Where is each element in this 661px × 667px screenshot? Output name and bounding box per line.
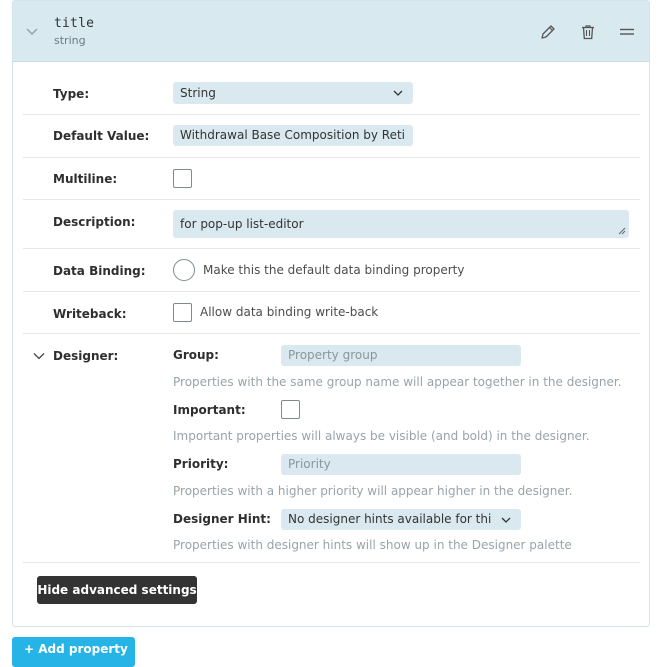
data-binding-label: Data Binding: bbox=[53, 264, 146, 278]
type-row bbox=[23, 73, 640, 115]
hide-advanced-settings-button[interactable]: Hide advanced settings bbox=[37, 576, 197, 604]
chevron-down-icon[interactable] bbox=[25, 25, 39, 39]
property-card bbox=[12, 0, 650, 627]
designer-hint-value: No designer hints available for thi bbox=[288, 512, 492, 526]
data-binding-option-text: Make this the default data binding property bbox=[203, 263, 465, 277]
writeback-label: Writeback: bbox=[53, 307, 127, 321]
trash-icon[interactable] bbox=[579, 23, 597, 41]
data-binding-radio[interactable] bbox=[173, 259, 195, 281]
group-label: Group: bbox=[173, 348, 219, 362]
multiline-row bbox=[23, 158, 640, 200]
default-value-input[interactable]: Withdrawal Base Composition by Reti bbox=[173, 125, 413, 146]
designer-hint-help-text: Properties with designer hints will show up in the Designer palette bbox=[173, 538, 572, 552]
multiline-label: Multiline: bbox=[53, 172, 118, 186]
priority-label: Priority: bbox=[173, 457, 229, 471]
chevron-down-icon[interactable] bbox=[33, 350, 45, 362]
writeback-option-text: Allow data binding write-back bbox=[200, 305, 379, 319]
description-row bbox=[23, 200, 640, 249]
type-label: Type: bbox=[53, 87, 90, 101]
important-label: Important: bbox=[173, 403, 246, 417]
writeback-checkbox[interactable] bbox=[173, 303, 192, 322]
default-value-label: Default Value: bbox=[53, 129, 150, 143]
writeback-row bbox=[23, 292, 640, 334]
description-label: Description: bbox=[53, 215, 136, 229]
designer-section bbox=[23, 334, 640, 563]
important-checkbox[interactable] bbox=[281, 400, 300, 419]
designer-hint-select[interactable] bbox=[281, 509, 521, 530]
chevron-down-icon bbox=[393, 89, 403, 97]
group-help-text: Properties with the same group name will appear together in the designer. bbox=[173, 375, 622, 389]
resize-grip-icon[interactable] bbox=[618, 227, 626, 235]
group-input[interactable] bbox=[281, 345, 521, 366]
multiline-checkbox[interactable] bbox=[173, 169, 192, 188]
chevron-down-icon bbox=[501, 516, 511, 524]
priority-help-text: Properties with a higher priority will appear higher in the designer. bbox=[173, 484, 573, 498]
description-text: for pop-up list-editor bbox=[180, 217, 304, 231]
type-select-value: String bbox=[180, 86, 216, 100]
designer-hint-label: Designer Hint: bbox=[173, 512, 271, 526]
default-value-row bbox=[23, 115, 640, 158]
add-property-button[interactable]: + Add property bbox=[12, 637, 135, 667]
data-binding-row bbox=[23, 249, 640, 292]
type-select[interactable] bbox=[173, 82, 413, 104]
drag-handle-icon[interactable] bbox=[618, 23, 636, 41]
property-type-label: string bbox=[54, 34, 86, 47]
property-name: title bbox=[54, 16, 95, 31]
property-header[interactable] bbox=[13, 1, 649, 62]
pencil-icon[interactable] bbox=[539, 23, 557, 41]
group-placeholder: Property group bbox=[288, 348, 378, 362]
important-help-text: Important properties will always be visible (and bold) in the designer. bbox=[173, 429, 590, 443]
priority-input[interactable] bbox=[281, 454, 521, 475]
description-textarea[interactable] bbox=[173, 210, 629, 238]
priority-placeholder: Priority bbox=[288, 457, 331, 471]
designer-label: Designer: bbox=[53, 349, 119, 363]
